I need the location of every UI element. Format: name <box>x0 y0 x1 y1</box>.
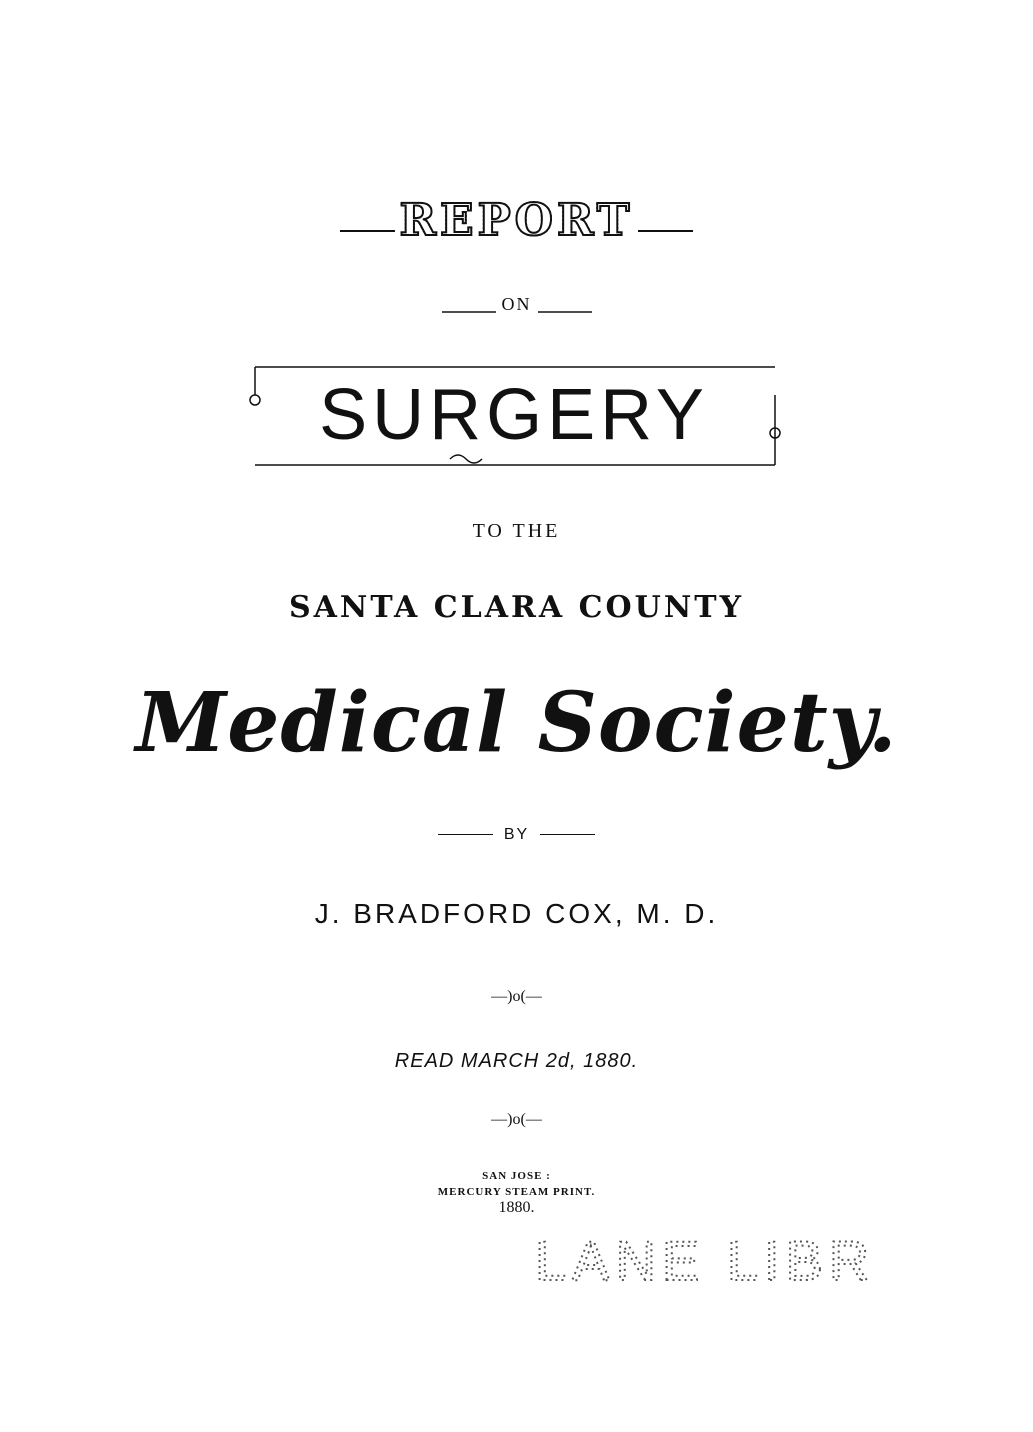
imprint-printer: MERCURY STEAM PRINT. <box>437 1186 596 1198</box>
report-title: REPORT <box>399 195 634 246</box>
author-name: J. BRADFORD COX, M. D. <box>314 898 719 929</box>
on-label-wrap <box>0 294 1033 315</box>
on-word: ON <box>496 294 538 314</box>
by-right-line <box>540 834 595 835</box>
report-heading-row <box>0 196 1033 246</box>
right-flourish <box>638 230 693 232</box>
imprint-year: 1880. <box>498 1199 535 1216</box>
surgery-title: SURGERY <box>319 375 709 455</box>
by-row <box>0 826 1033 844</box>
read-date: READ MARCH 2d, 1880. <box>394 1050 639 1072</box>
by-left-line <box>438 834 493 835</box>
stamp-text: LANE LIBR <box>535 1229 876 1292</box>
imprint-city: SAN JOSE : <box>482 1170 551 1182</box>
surgery-frame <box>250 365 778 465</box>
society-name: Medical Society. <box>135 675 898 771</box>
separator-1: —)o(— <box>491 988 542 1005</box>
separator-2: —)o(— <box>491 1111 542 1128</box>
left-flourish <box>340 230 395 232</box>
to-the-text: TO THE <box>472 520 561 542</box>
library-perforation-stamp <box>535 1229 876 1292</box>
county-name: SANTA CLARA COUNTY <box>288 590 744 625</box>
by-word: BY <box>503 826 530 843</box>
